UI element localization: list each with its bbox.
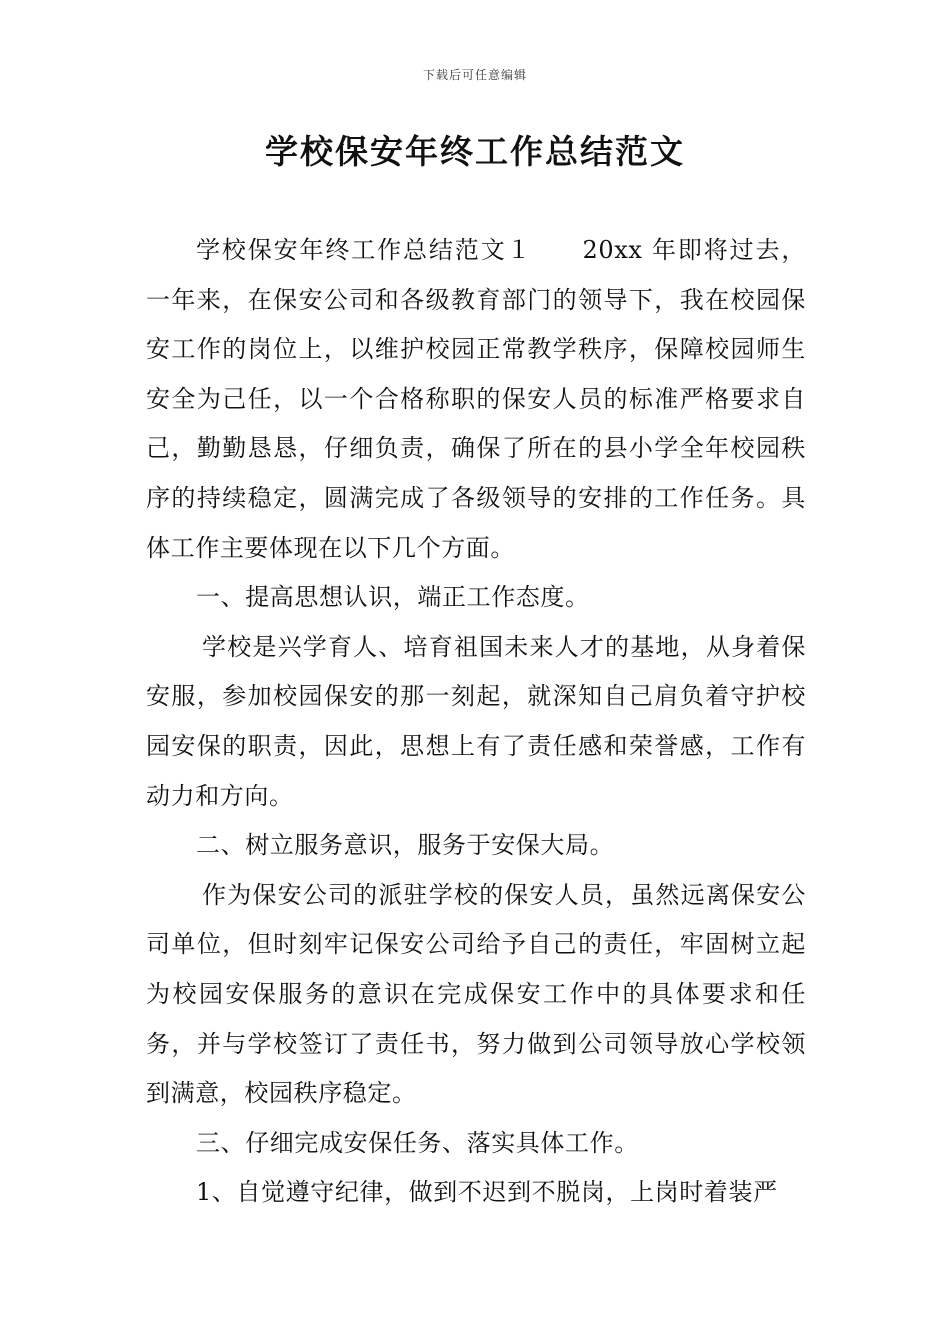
document-body [146, 226, 806, 1218]
header-note: 下载后可任意编辑 [422, 68, 527, 82]
section-body-2: 作为保安公司的派驻学校的保安人员，虽然远离保安公司单位，但时刻牢记保安公司给予自己的责任，牢固树立起为校园安保服务的意识在完成保安工作中的具体要求和任务，并与学校签订了责任书，努力做到公司领导放心学校领到满意，校园秩序稳定。 [146, 880, 806, 1108]
intro-label: 学校保安年终工作总结范文１ [196, 236, 533, 264]
intro-text: 20xx 年即将过去，一年来，在保安公司和各级教育部门的领导下，我在校园保安工作的岗位上，以维护校园正常教学秩序，保障校园师生安全为己任，以一个合格称职的保安人员的标准严格要求自己，勤勤恳恳，仔细负责，确保了所在的县小学全年校园秩序的持续稳定，圆满完成了各级领导的安排的工作任务。具体工作主要体现在以下几个方面。 [146, 236, 806, 562]
section-body-1: 学校是兴学育人、培育祖国未来人才的基地，从身着保安服，参加校园保安的那一刻起，就深知自己肩负着守护校园安保的职责，因此，思想上有了责任感和荣誉感，工作有动力和方向。 [146, 632, 806, 810]
section-heading-3: 三、仔细完成安保任务、落实具体工作。 [196, 1128, 639, 1157]
section-body-3: 1、自觉遵守纪律，做到不迟到不脱岗，上岗时着装严 [196, 1178, 778, 1207]
section-heading-2: 二、树立服务意识，服务于安保大局。 [196, 831, 615, 860]
section-heading-1: 一、提高思想认识，端正工作态度。 [196, 583, 590, 612]
intro-paragraph [146, 226, 806, 573]
document-title: 学校保安年终工作总结范文 [265, 132, 685, 171]
